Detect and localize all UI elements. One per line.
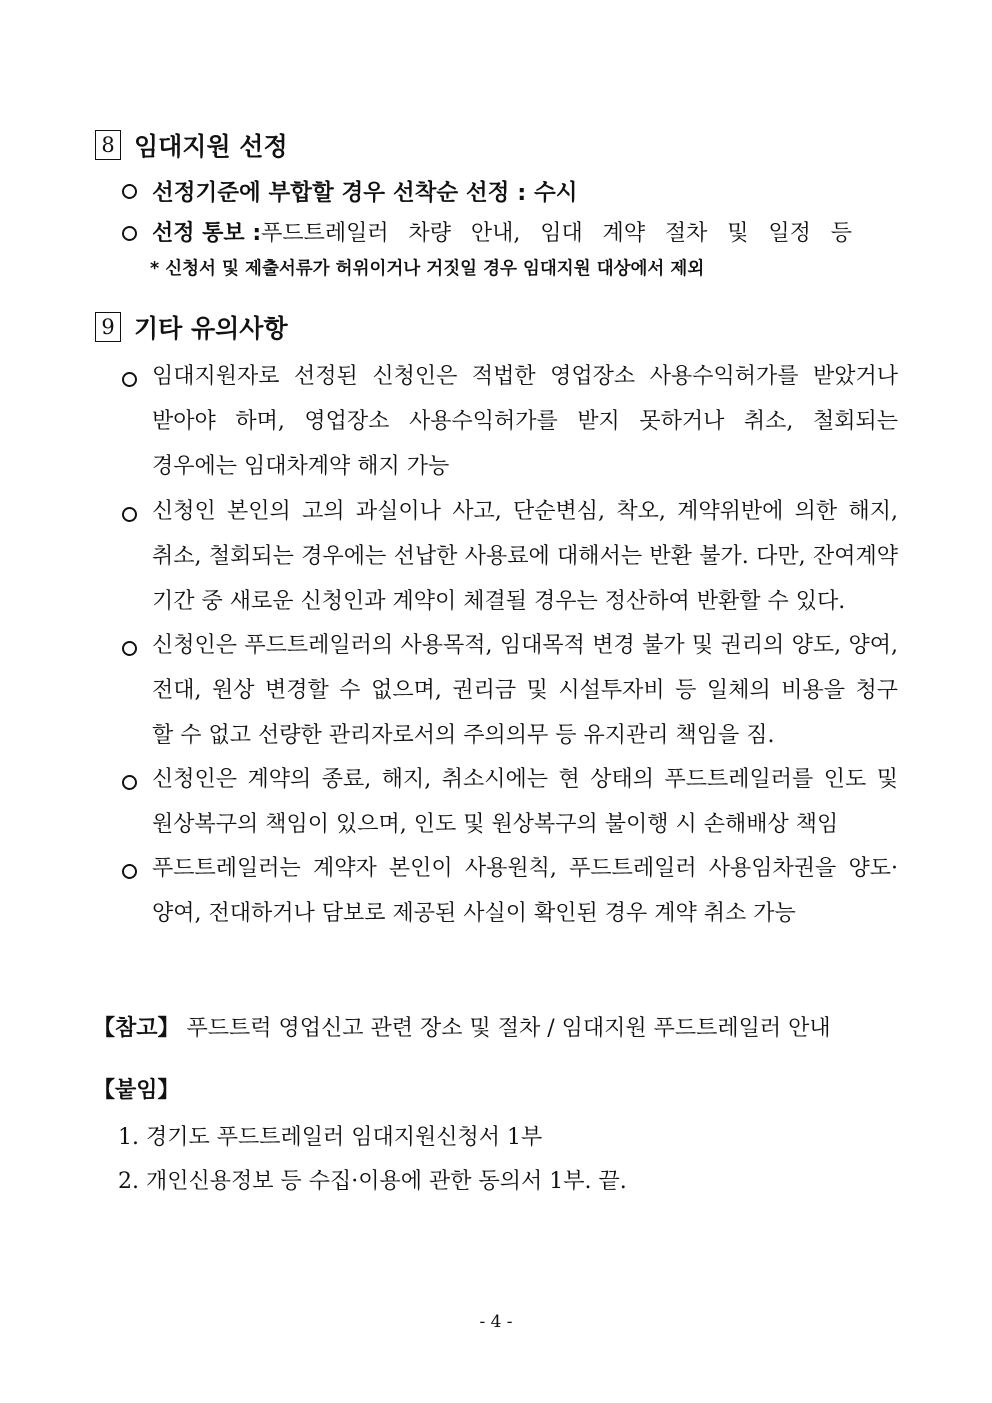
circle-bullet-icon [120,503,142,525]
text-line: 신청인 본인의 고의 과실이나 사고, 단순변심, 착오, 계약위반에 의한 해지, [152,499,898,524]
text-line: 신청인은 계약의 종료, 해지, 취소시에는 현 상태의 푸드트레일러를 인도 및 [152,767,898,792]
list-item [152,489,898,624]
list-item [152,623,898,758]
text-line: 받아야 하며, 영업장소 사용수익허가를 받지 못하거나 취소, 철회되는 [152,409,898,434]
text-line: 신청인은 푸드트레일러의 사용목적, 임대목적 변경 불가 및 권리의 양도, 양여, [152,633,898,658]
circle-bullet-icon [120,368,142,390]
text-line: 기간 중 새로운 신청인과 계약이 체결될 경우는 정산하여 반환할 수 있다. [152,589,846,614]
section-title: 기타 유의사항 [134,314,288,343]
attachment-item: 1. 경기도 푸드트레일러 임대지원신청서 1부 [118,1125,543,1150]
page-number: - 4 - [479,1312,513,1332]
selection-criteria: 선정기준에 부합할 경우 선착순 선정 : 수시 [152,180,578,206]
text-line: 할 수 없고 선량한 관리자로서의 주의의무 등 유지관리 책임을 짐. [152,723,775,748]
list-item [152,757,898,847]
list-item [152,846,898,936]
attachments-label: 【붙임】 [93,1078,180,1103]
text-line: 양여, 전대하거나 담보로 제공된 사실이 확인된 경우 계약 취소 가능 [152,901,796,926]
circle-bullet-icon [120,222,142,244]
circle-bullet-icon [120,771,142,793]
section-8-heading [95,127,288,163]
selection-notice [152,216,852,247]
section-number-box: 9 [95,312,121,342]
circle-bullet-icon [120,637,142,659]
text-line: 전대, 원상 변경할 수 없으며, 권리금 및 시설투자비 등 일체의 비용을 청구 [152,678,898,703]
reference-line [93,1011,831,1042]
text-line: 경우에는 임대차계약 해지 가능 [152,454,450,479]
text-line: 푸드트레일러는 계약자 본인이 사용원칙, 푸드트레일러 사용임차권을 양도· [152,856,898,881]
list-item [152,354,898,489]
disqualification-note: * 신청서 및 제출서류가 허위이거나 거짓일 경우 임대지원 대상에서 제외 [150,259,705,279]
section-title: 임대지원 선정 [134,132,288,161]
reference-text: 푸드트럭 영업신고 관련 장소 및 절차 / 임대지원 푸드트레일러 안내 [186,1016,831,1041]
text-line: 원상복구의 책임이 있으며, 인도 및 원상복구의 불이행 시 손해배상 책임 [152,812,839,837]
attachment-item: 2. 개인신용정보 등 수집·이용에 관한 동의서 1부. 끝. [118,1169,627,1194]
reference-label: 【참고】 [93,1016,180,1041]
circle-bullet-icon [120,180,142,202]
text-line: 임대지원자로 선정된 신청인은 적법한 영업장소 사용수익허가를 받았거나 [152,364,898,389]
selection-notice-label: 선정 통보 : [152,221,262,246]
circle-bullet-icon [120,860,142,882]
text-line: 취소, 철회되는 경우에는 선납한 사용료에 대해서는 반환 불가. 다만, 잔여계약 [152,544,898,569]
selection-notice-text: 푸드트레일러 차량 안내, 임대 계약 절차 및 일정 등 [261,221,852,246]
section-number-box: 8 [95,130,121,160]
section-9-heading [95,309,288,345]
